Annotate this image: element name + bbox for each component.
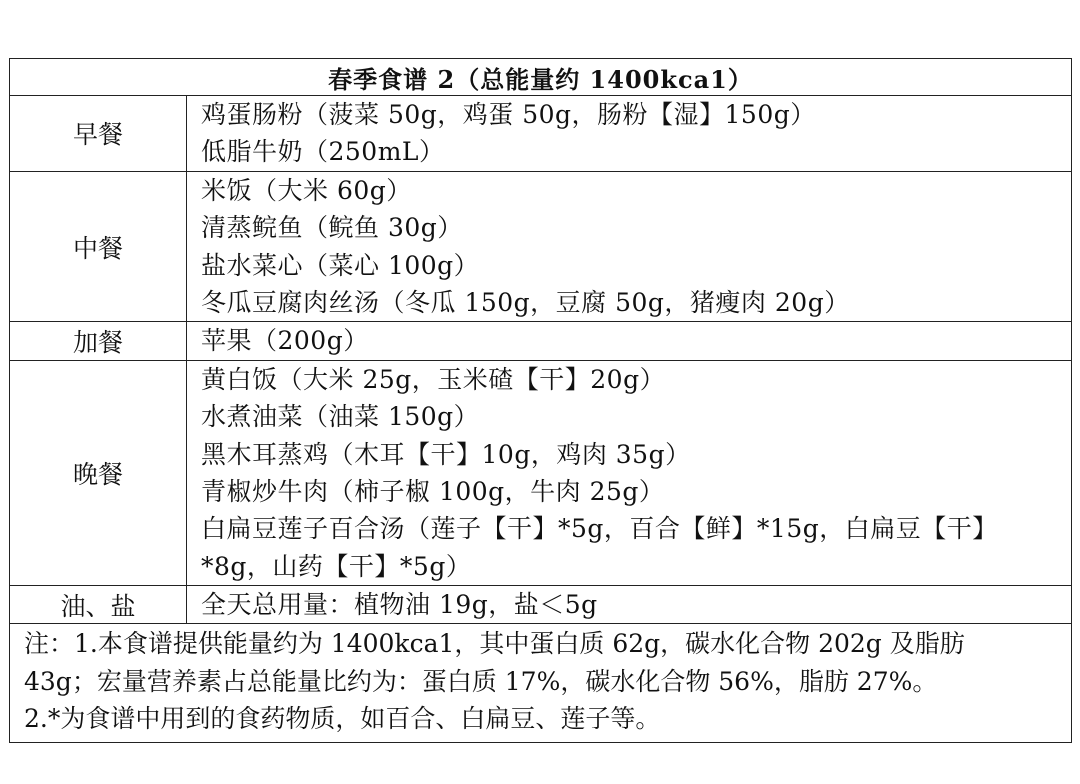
notes-row xyxy=(10,624,1072,742)
food-item: 白扁豆莲子百合汤（莲子【干】*5g，百合【鲜】*15g，白扁豆【干】 xyxy=(201,514,998,544)
meal-row-breakfast xyxy=(10,96,1072,172)
food-item: 清蒸鲩鱼（鲩鱼 30g） xyxy=(201,213,463,243)
food-item: 冬瓜豆腐肉丝汤（冬瓜 150g，豆腐 50g，猪瘦肉 20g） xyxy=(201,287,850,317)
meal-name-oil-salt: 油、盐 xyxy=(10,586,187,624)
recipe-table xyxy=(9,58,1072,743)
notes-cell xyxy=(10,624,1072,742)
meal-row-snack xyxy=(10,322,1072,360)
food-list-dinner xyxy=(187,360,1072,585)
food-item: *8g，山药【干】*5g） xyxy=(201,551,472,581)
meal-name-lunch: 中餐 xyxy=(10,171,187,322)
meal-name-dinner: 晚餐 xyxy=(10,360,187,585)
food-item: 盐水菜心（菜心 100g） xyxy=(201,250,480,280)
meal-row-oil-salt xyxy=(10,586,1072,624)
food-item: 鸡蛋肠粉（菠菜 50g，鸡蛋 50g，肠粉【湿】150g） xyxy=(201,100,816,129)
food-list-oil-salt xyxy=(187,586,1072,624)
meal-name-snack: 加餐 xyxy=(10,322,187,360)
food-item: 青椒炒牛肉（柿子椒 100g，牛肉 25g） xyxy=(201,476,665,506)
food-item: 全天总用量：植物油 19g，盐＜5g xyxy=(201,590,598,620)
note-line: 2.*为食谱中用到的食药物质，如百合、白扁豆、莲子等。 xyxy=(24,704,661,734)
food-item: 黑木耳蒸鸡（木耳【干】10g，鸡肉 35g） xyxy=(201,439,691,469)
food-item: 苹果（200g） xyxy=(201,326,369,356)
meal-row-dinner xyxy=(10,360,1072,585)
meal-row-lunch xyxy=(10,171,1072,322)
food-list-snack xyxy=(187,322,1072,360)
table-title: 春季食谱 2（总能量约 1400kca1） xyxy=(10,59,1072,96)
food-item: 米饭（大米 60g） xyxy=(201,175,412,205)
note-line: 43g；宏量营养素占总能量比约为：蛋白质 17%，碳水化合物 56%，脂肪 27%。 xyxy=(24,666,938,696)
food-item: 黄白饭（大米 25g，玉米碴【干】20g） xyxy=(201,364,666,394)
note-line: 注：1.本食谱提供能量约为 1400kca1，其中蛋白质 62g，碳水化合物 202g 及脂肪 xyxy=(24,629,965,659)
food-list-breakfast xyxy=(187,96,1072,172)
meal-name-breakfast: 早餐 xyxy=(10,96,187,172)
food-item: 水煮油菜（油菜 150g） xyxy=(201,402,480,432)
food-item: 低脂牛奶（250mL） xyxy=(201,137,445,167)
title-row xyxy=(10,59,1072,96)
food-list-lunch xyxy=(187,171,1072,322)
